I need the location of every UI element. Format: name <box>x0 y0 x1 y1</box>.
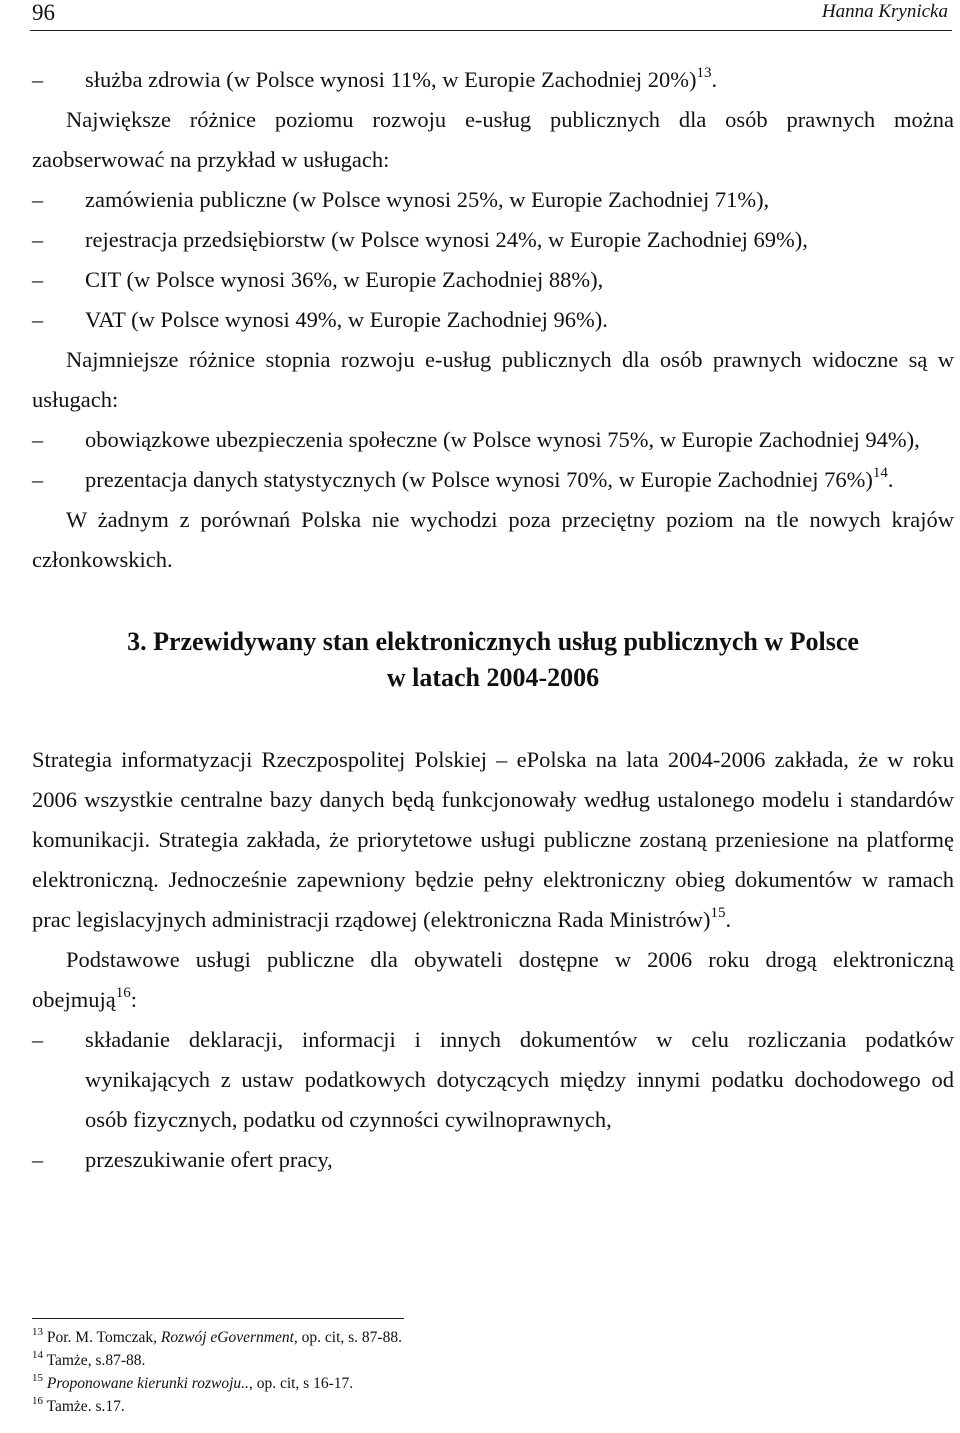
list-item <box>32 460 954 500</box>
footnote-ref: 14 <box>872 464 888 481</box>
list-item-text: prezentacja danych statystycznych (w Polsce wynosi 70%, w Europie Zachodniej 76%) <box>85 467 873 492</box>
list-item <box>32 60 954 100</box>
list-item-text: VAT (w Polsce wynosi 49%, w Europie Zachodniej 96%). <box>85 307 608 332</box>
list-item-text: obowiązkowe ubezpieczenia społeczne (w Polsce wynosi 75%, w Europie Zachodniej 94%), <box>85 427 920 452</box>
dash-bullet: – <box>32 1147 44 1172</box>
footnote-ref: 15 <box>710 904 726 921</box>
list-item-text: rejestracja przedsiębiorstw (w Polsce wynosi 24%, w Europie Zachodniej 69%), <box>85 227 808 252</box>
list-item <box>32 420 954 460</box>
basic-services-list <box>32 1020 954 1180</box>
punctuation: : <box>130 987 137 1012</box>
dash-bullet: – <box>32 1027 44 1052</box>
punctuation: . <box>711 67 718 92</box>
paragraph-largest-differences: Największe różnice poziomu rozwoju e-usług publicznych dla osób prawnych można zaobserwować na przykład w usługach: <box>32 107 954 172</box>
list-item-text: składanie deklaracji, informacji i innych dokumentów w celu rozliczania podatków wynikających z ustaw podatkowych dotyczących między innymi podatku dochodowego od osób fizycznych, podatku od czynności cywilnoprawnych, <box>85 1027 954 1132</box>
list-item <box>32 1140 954 1180</box>
footnote-number: 13 <box>32 1325 43 1338</box>
footnote-text: Por. M. Tomczak, <box>46 1329 161 1346</box>
footnote-text: Tamże. s.17. <box>46 1398 125 1415</box>
punctuation: . <box>887 467 894 492</box>
dash-bullet: – <box>32 467 44 492</box>
dash-bullet: – <box>32 187 44 212</box>
page-number: 96 <box>32 0 55 25</box>
footnote-text: Tamże, s.87-88. <box>46 1352 146 1369</box>
list-item-text: służba zdrowia (w Polsce wynosi 11%, w Europie Zachodniej 20%) <box>85 67 697 92</box>
dash-bullet: – <box>32 267 44 292</box>
list-item <box>32 220 954 260</box>
footnote <box>32 1372 932 1395</box>
paragraph-text: Podstawowe usługi publiczne dla obywateli dostępne w 2006 roku drogą elektroniczną obejmują <box>32 947 954 1012</box>
paragraph-text: Strategia informatyzacji Rzeczpospolitej Polskiej – ePolska na lata 2004-2006 zakłada, że w roku 2006 wszystkie centralne bazy danych będą funkcjonowały według ustalonego modelu i standardów komunikacji. Strategia zakłada, że priorytetowe usługi publiczne zostaną przeniesione na platformę elektroniczną. Jednocześnie zapewniony będzie pełny elektroniczny obieg dokumentów w ramach prac legislacyjnych administracji rządowej (elektroniczna Rada Ministrów) <box>32 747 954 932</box>
paragraph-basic-services <box>32 940 954 1020</box>
footnote-number: 16 <box>32 1394 43 1407</box>
list-item <box>32 300 954 340</box>
paragraph-smallest-differences: Najmniejsze różnice stopnia rozwoju e-usług publicznych dla osób prawnych widoczne są w usługach: <box>32 347 954 412</box>
section-heading-line1: 3. Przewidywany stan elektronicznych usług publicznych w Polsce <box>127 627 859 656</box>
footnote-ref: 13 <box>696 64 712 81</box>
dash-bullet: – <box>32 307 44 332</box>
footnote-title: Rozwój eGovernment <box>160 1329 294 1346</box>
list-item-text: zamówienia publiczne (w Polsce wynosi 25%, w Europie Zachodniej 71%), <box>85 187 770 212</box>
smallest-differences-list <box>32 420 954 500</box>
punctuation: . <box>725 907 732 932</box>
dash-bullet: – <box>32 67 44 92</box>
footnote <box>32 1395 932 1418</box>
dash-bullet: – <box>32 427 44 452</box>
footnote-ref: 16 <box>115 984 131 1001</box>
running-header-author: Hanna Krynicka <box>821 1 948 22</box>
footnotes <box>32 1326 932 1418</box>
list-item <box>32 1020 954 1140</box>
footnote <box>32 1349 932 1372</box>
footnote-divider <box>32 1318 404 1319</box>
footnote-text: , op. cit, s. 87-88. <box>293 1329 402 1346</box>
footnote-title: Proponowane kierunki rozwoju.. <box>46 1375 249 1392</box>
largest-differences-list <box>32 180 954 340</box>
running-header <box>30 0 952 31</box>
list-item-text: CIT (w Polsce wynosi 36%, w Europie Zachodniej 88%), <box>85 267 604 292</box>
footnote-text: , op. cit, s 16-17. <box>248 1375 354 1392</box>
footnote-number: 15 <box>32 1371 43 1384</box>
section-heading-line2: w latach 2004-2006 <box>386 663 600 692</box>
intro-list <box>32 60 954 100</box>
page-body <box>32 60 954 1180</box>
footnote <box>32 1326 932 1349</box>
list-item <box>32 260 954 300</box>
paragraph-strategy <box>32 740 954 940</box>
dash-bullet: – <box>32 227 44 252</box>
list-item-text: przeszukiwanie ofert pracy, <box>85 1147 333 1172</box>
section-heading <box>32 624 954 696</box>
paragraph-no-comparison: W żadnym z porównań Polska nie wychodzi poza przeciętny poziom na tle nowych krajów członkowskich. <box>32 507 954 572</box>
footnote-number: 14 <box>32 1348 43 1361</box>
list-item <box>32 180 954 220</box>
